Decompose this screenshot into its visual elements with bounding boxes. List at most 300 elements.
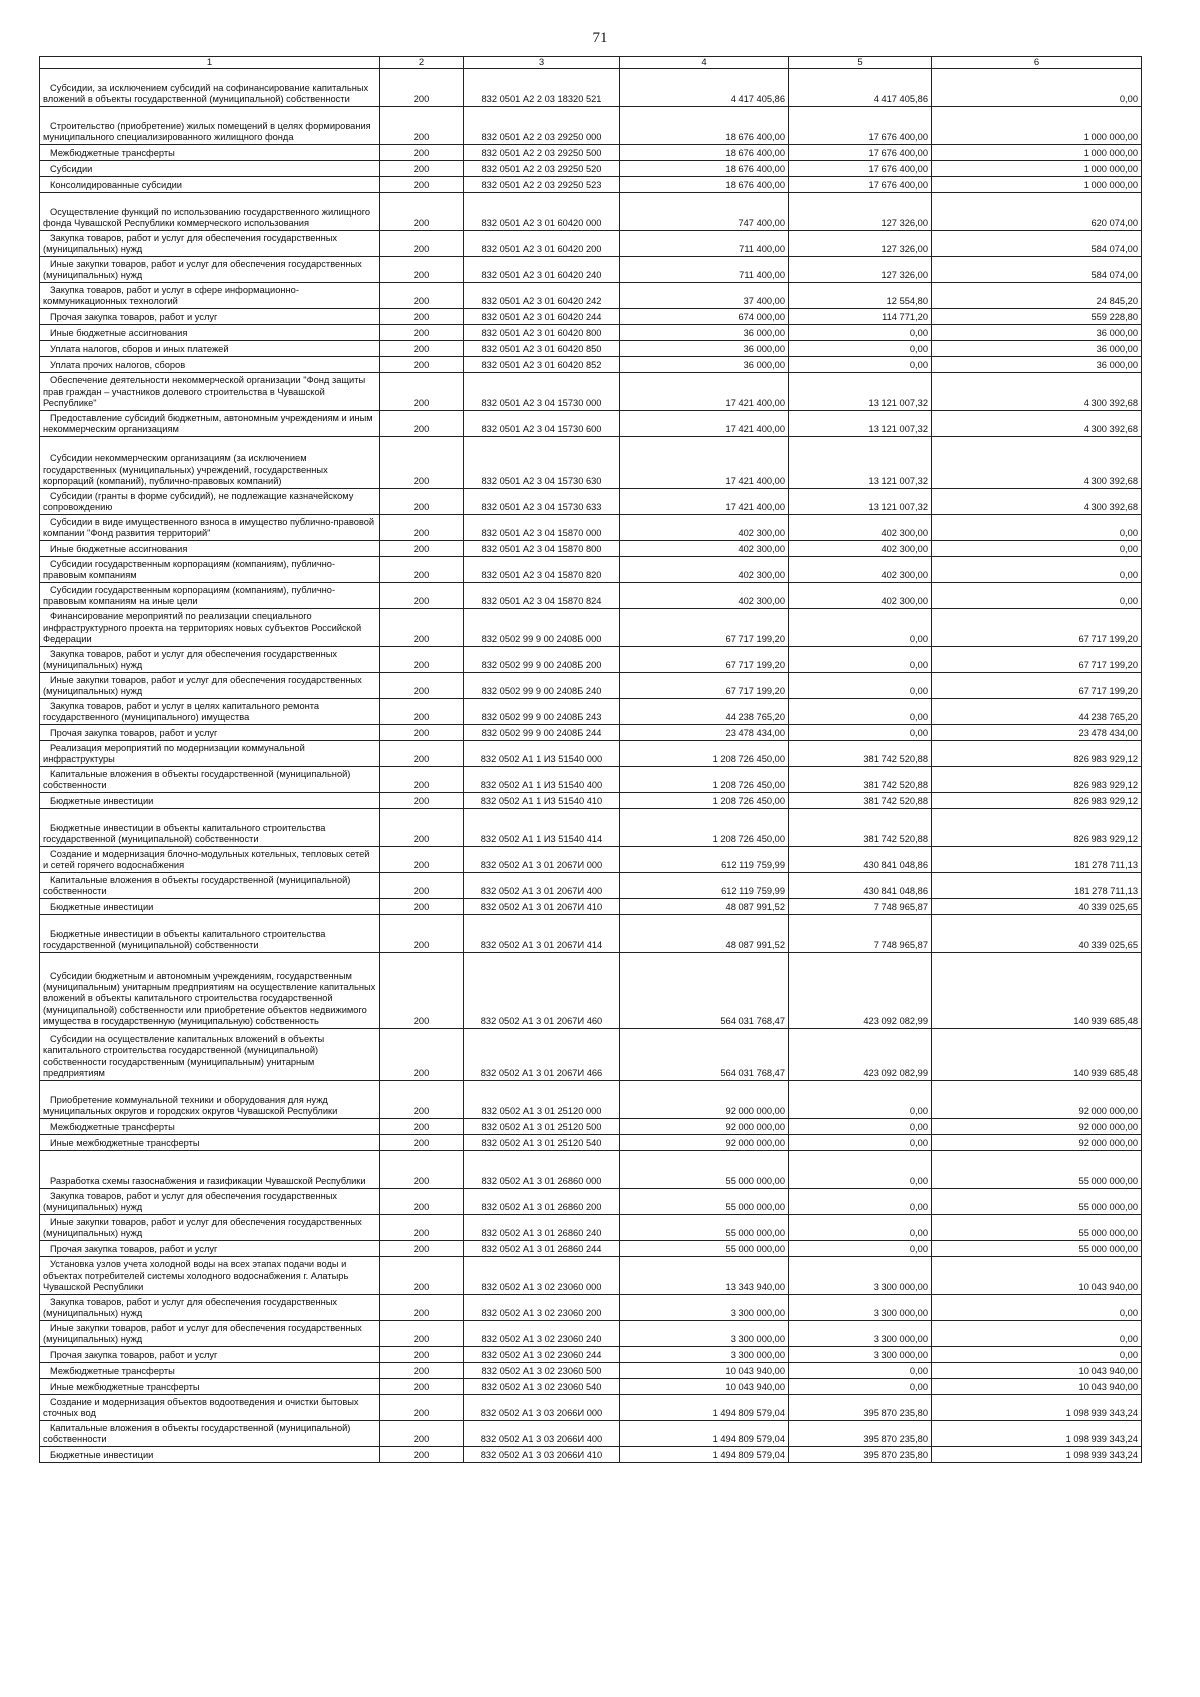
row-code: 200 <box>380 793 464 809</box>
row-planned-amount: 55 000 000,00 <box>620 1189 789 1215</box>
table-row <box>40 557 1142 583</box>
row-code: 200 <box>380 673 464 699</box>
row-planned-amount: 10 043 940,00 <box>620 1363 789 1379</box>
row-name: Предоставление субсидий бюджетным, автономным учреждениям и иным некоммерческим организациям <box>40 411 380 437</box>
row-name: Закупка товаров, работ и услуг в целях капитального ремонта государственного (муниципального) имущества <box>40 699 380 725</box>
table-row <box>40 309 1142 325</box>
row-code: 200 <box>380 257 464 283</box>
row-remaining-amount: 181 278 711,13 <box>932 847 1142 873</box>
row-name: Закупка товаров, работ и услуг для обеспечения государственных (муниципальных) нужд <box>40 1295 380 1321</box>
row-planned-amount: 711 400,00 <box>620 231 789 257</box>
row-code: 200 <box>380 1081 464 1119</box>
row-name: Бюджетные инвестиции <box>40 899 380 915</box>
row-executed-amount: 423 092 082,99 <box>789 1029 932 1081</box>
row-remaining-amount: 92 000 000,00 <box>932 1135 1142 1151</box>
row-code: 200 <box>380 809 464 847</box>
table-row <box>40 161 1142 177</box>
row-kbk: 832 0502 А1 3 01 26860 000 <box>464 1151 620 1189</box>
row-planned-amount: 564 031 768,47 <box>620 953 789 1029</box>
row-executed-amount: 3 300 000,00 <box>789 1321 932 1347</box>
table-row <box>40 373 1142 411</box>
row-kbk: 832 0502 А1 3 01 26860 240 <box>464 1215 620 1241</box>
table-row <box>40 725 1142 741</box>
row-kbk: 832 0501 А2 3 01 60420 200 <box>464 231 620 257</box>
row-remaining-amount: 4 300 392,68 <box>932 489 1142 515</box>
row-code: 200 <box>380 1189 464 1215</box>
row-planned-amount: 18 676 400,00 <box>620 107 789 145</box>
row-kbk: 832 0502 А1 3 01 2067И 460 <box>464 953 620 1029</box>
row-executed-amount: 7 748 965,87 <box>789 915 932 953</box>
row-name: Установка узлов учета холодной воды на всех этапах подачи воды и объектах потребителей системы холодного водоснабжения г. Алатырь Чувашской Республики <box>40 1257 380 1295</box>
row-remaining-amount: 0,00 <box>932 1321 1142 1347</box>
table-row <box>40 1119 1142 1135</box>
row-name: Иные закупки товаров, работ и услуг для обеспечения государственных (муниципальных) нужд <box>40 1321 380 1347</box>
row-kbk: 832 0502 А1 3 02 23060 540 <box>464 1379 620 1395</box>
row-executed-amount: 0,00 <box>789 1151 932 1189</box>
row-kbk: 832 0501 А2 2 03 29250 000 <box>464 107 620 145</box>
row-remaining-amount: 1 000 000,00 <box>932 145 1142 161</box>
row-name: Бюджетные инвестиции в объекты капитального строительства государственной (муниципальной) собственности <box>40 809 380 847</box>
row-executed-amount: 395 870 235,80 <box>789 1447 932 1463</box>
row-code: 200 <box>380 1257 464 1295</box>
row-planned-amount: 674 000,00 <box>620 309 789 325</box>
row-executed-amount: 0,00 <box>789 1189 932 1215</box>
table-row <box>40 1241 1142 1257</box>
row-executed-amount: 0,00 <box>789 673 932 699</box>
row-kbk: 832 0501 А2 3 04 15730 630 <box>464 437 620 489</box>
row-kbk: 832 0502 А1 3 01 26860 244 <box>464 1241 620 1257</box>
row-executed-amount: 127 326,00 <box>789 257 932 283</box>
row-name: Прочая закупка товаров, работ и услуг <box>40 1241 380 1257</box>
row-name: Бюджетные инвестиции <box>40 1447 380 1463</box>
row-remaining-amount: 1 098 939 343,24 <box>932 1421 1142 1447</box>
table-row <box>40 69 1142 107</box>
row-name: Уплата прочих налогов, сборов <box>40 357 380 373</box>
table-row <box>40 673 1142 699</box>
row-planned-amount: 612 119 759,99 <box>620 873 789 899</box>
row-name: Обеспечение деятельности некоммерческой организации "Фонд защиты прав граждан – участников долевого строительства в Чувашской Республике" <box>40 373 380 411</box>
row-remaining-amount: 826 983 929,12 <box>932 741 1142 767</box>
table-row <box>40 541 1142 557</box>
row-remaining-amount: 584 074,00 <box>932 257 1142 283</box>
row-name: Иные закупки товаров, работ и услуг для обеспечения государственных (муниципальных) нужд <box>40 257 380 283</box>
row-code: 200 <box>380 373 464 411</box>
row-executed-amount: 3 300 000,00 <box>789 1347 932 1363</box>
row-remaining-amount: 24 845,20 <box>932 283 1142 309</box>
row-kbk: 832 0502 А1 1 И3 51540 410 <box>464 793 620 809</box>
table-row <box>40 741 1142 767</box>
row-executed-amount: 395 870 235,80 <box>789 1395 932 1421</box>
row-remaining-amount: 1 000 000,00 <box>932 107 1142 145</box>
row-kbk: 832 0502 99 9 00 2408Б 000 <box>464 609 620 647</box>
row-kbk: 832 0502 А1 3 02 23060 240 <box>464 1321 620 1347</box>
row-name: Межбюджетные трансферты <box>40 1363 380 1379</box>
expenditure-table <box>39 56 1142 1463</box>
row-remaining-amount: 140 939 685,48 <box>932 1029 1142 1081</box>
table-row <box>40 767 1142 793</box>
table-row <box>40 847 1142 873</box>
row-planned-amount: 1 208 726 450,00 <box>620 741 789 767</box>
row-executed-amount: 430 841 048,86 <box>789 873 932 899</box>
row-kbk: 832 0502 А1 3 03 2066И 000 <box>464 1395 620 1421</box>
table-row <box>40 609 1142 647</box>
row-code: 200 <box>380 699 464 725</box>
row-name: Разработка схемы газоснабжения и газификации Чувашской Республики <box>40 1151 380 1189</box>
row-planned-amount: 564 031 768,47 <box>620 1029 789 1081</box>
row-name: Реализация мероприятий по модернизации коммунальной инфраструктуры <box>40 741 380 767</box>
row-executed-amount: 127 326,00 <box>789 193 932 231</box>
row-planned-amount: 1 208 726 450,00 <box>620 809 789 847</box>
row-kbk: 832 0502 А1 3 02 23060 244 <box>464 1347 620 1363</box>
row-kbk: 832 0501 А2 3 04 15870 820 <box>464 557 620 583</box>
row-name: Капитальные вложения в объекты государственной (муниципальной) собственности <box>40 1421 380 1447</box>
row-name: Осуществление функций по использованию государственного жилищного фонда Чувашской Республики коммерческого использования <box>40 193 380 231</box>
table-row <box>40 257 1142 283</box>
row-executed-amount: 381 742 520,88 <box>789 741 932 767</box>
row-name: Субсидии государственным корпорациям (компаниям), публично-правовым компаниям <box>40 557 380 583</box>
row-planned-amount: 17 421 400,00 <box>620 489 789 515</box>
row-name: Иные бюджетные ассигнования <box>40 325 380 341</box>
row-name: Субсидии на осуществление капитальных вложений в объекты капитального строительства государственной (муниципальной) собственности государственным (муниципальным) унитарным предприятиям <box>40 1029 380 1081</box>
row-remaining-amount: 44 238 765,20 <box>932 699 1142 725</box>
row-name: Субсидии государственным корпорациям (компаниям), публично-правовым компаниям на иные цели <box>40 583 380 609</box>
table-row <box>40 107 1142 145</box>
row-kbk: 832 0502 А1 1 И3 51540 000 <box>464 741 620 767</box>
row-name: Закупка товаров, работ и услуг для обеспечения государственных (муниципальных) нужд <box>40 1189 380 1215</box>
row-code: 200 <box>380 283 464 309</box>
row-kbk: 832 0502 99 9 00 2408Б 243 <box>464 699 620 725</box>
column-number: 1 <box>40 57 380 69</box>
row-remaining-amount: 92 000 000,00 <box>932 1081 1142 1119</box>
row-executed-amount: 402 300,00 <box>789 557 932 583</box>
row-code: 200 <box>380 437 464 489</box>
table-row <box>40 1189 1142 1215</box>
row-remaining-amount: 55 000 000,00 <box>932 1241 1142 1257</box>
table-row <box>40 357 1142 373</box>
row-executed-amount: 0,00 <box>789 1215 932 1241</box>
row-code: 200 <box>380 231 464 257</box>
table-row <box>40 231 1142 257</box>
row-remaining-amount: 10 043 940,00 <box>932 1379 1142 1395</box>
row-remaining-amount: 67 717 199,20 <box>932 647 1142 673</box>
row-executed-amount: 0,00 <box>789 647 932 673</box>
row-executed-amount: 0,00 <box>789 699 932 725</box>
row-kbk: 832 0502 А1 3 03 2066И 410 <box>464 1447 620 1463</box>
table-row <box>40 1447 1142 1463</box>
row-kbk: 832 0502 99 9 00 2408Б 200 <box>464 647 620 673</box>
row-executed-amount: 0,00 <box>789 1241 932 1257</box>
row-name: Межбюджетные трансферты <box>40 145 380 161</box>
row-name: Создание и модернизация объектов водоотведения и очистки бытовых сточных вод <box>40 1395 380 1421</box>
row-planned-amount: 612 119 759,99 <box>620 847 789 873</box>
row-code: 200 <box>380 107 464 145</box>
table-row <box>40 699 1142 725</box>
row-remaining-amount: 67 717 199,20 <box>932 609 1142 647</box>
row-planned-amount: 17 421 400,00 <box>620 411 789 437</box>
table-row <box>40 1321 1142 1347</box>
row-kbk: 832 0501 А2 3 04 15730 633 <box>464 489 620 515</box>
row-remaining-amount: 140 939 685,48 <box>932 953 1142 1029</box>
row-code: 200 <box>380 1321 464 1347</box>
row-kbk: 832 0501 А2 3 01 60420 852 <box>464 357 620 373</box>
column-number: 3 <box>464 57 620 69</box>
row-code: 200 <box>380 1241 464 1257</box>
row-code: 200 <box>380 489 464 515</box>
row-planned-amount: 4 417 405,86 <box>620 69 789 107</box>
table-row <box>40 325 1142 341</box>
row-remaining-amount: 67 717 199,20 <box>932 673 1142 699</box>
row-planned-amount: 18 676 400,00 <box>620 161 789 177</box>
row-name: Иные бюджетные ассигнования <box>40 541 380 557</box>
row-planned-amount: 92 000 000,00 <box>620 1081 789 1119</box>
row-code: 200 <box>380 541 464 557</box>
row-planned-amount: 48 087 991,52 <box>620 915 789 953</box>
row-planned-amount: 3 300 000,00 <box>620 1347 789 1363</box>
row-name: Прочая закупка товаров, работ и услуг <box>40 725 380 741</box>
row-planned-amount: 1 208 726 450,00 <box>620 793 789 809</box>
row-code: 200 <box>380 557 464 583</box>
row-kbk: 832 0501 А2 3 04 15870 000 <box>464 515 620 541</box>
row-remaining-amount: 40 339 025,65 <box>932 899 1142 915</box>
row-planned-amount: 1 494 809 579,04 <box>620 1447 789 1463</box>
row-planned-amount: 18 676 400,00 <box>620 177 789 193</box>
table-row <box>40 437 1142 489</box>
row-name: Закупка товаров, работ и услуг для обеспечения государственных (муниципальных) нужд <box>40 231 380 257</box>
row-executed-amount: 0,00 <box>789 1119 932 1135</box>
row-executed-amount: 17 676 400,00 <box>789 145 932 161</box>
row-planned-amount: 13 343 940,00 <box>620 1257 789 1295</box>
row-remaining-amount: 826 983 929,12 <box>932 809 1142 847</box>
row-name: Иные межбюджетные трансферты <box>40 1379 380 1395</box>
row-executed-amount: 0,00 <box>789 1363 932 1379</box>
row-code: 200 <box>380 1347 464 1363</box>
row-name: Субсидии (гранты в форме субсидий), не подлежащие казначейскому сопровождению <box>40 489 380 515</box>
row-name: Бюджетные инвестиции <box>40 793 380 809</box>
row-name: Межбюджетные трансферты <box>40 1119 380 1135</box>
row-code: 200 <box>380 1119 464 1135</box>
row-kbk: 832 0501 А2 3 04 15870 824 <box>464 583 620 609</box>
row-executed-amount: 3 300 000,00 <box>789 1257 932 1295</box>
row-kbk: 832 0501 А2 3 01 60420 800 <box>464 325 620 341</box>
row-kbk: 832 0501 А2 3 01 60420 000 <box>464 193 620 231</box>
row-name: Субсидии, за исключением субсидий на софинансирование капитальных вложений в объекты государственной (муниципальной) собственности <box>40 69 380 107</box>
row-remaining-amount: 1 098 939 343,24 <box>932 1395 1142 1421</box>
table-row <box>40 1395 1142 1421</box>
row-executed-amount: 4 417 405,86 <box>789 69 932 107</box>
row-remaining-amount: 40 339 025,65 <box>932 915 1142 953</box>
table-row <box>40 341 1142 357</box>
row-executed-amount: 402 300,00 <box>789 515 932 541</box>
row-executed-amount: 423 092 082,99 <box>789 953 932 1029</box>
row-executed-amount: 0,00 <box>789 1081 932 1119</box>
row-planned-amount: 92 000 000,00 <box>620 1135 789 1151</box>
row-name: Капитальные вложения в объекты государственной (муниципальной) собственности <box>40 767 380 793</box>
row-name: Субсидии <box>40 161 380 177</box>
row-kbk: 832 0502 А1 3 01 26860 200 <box>464 1189 620 1215</box>
table-row <box>40 193 1142 231</box>
column-number: 2 <box>380 57 464 69</box>
column-number: 5 <box>789 57 932 69</box>
row-remaining-amount: 0,00 <box>932 541 1142 557</box>
row-kbk: 832 0501 А2 3 01 60420 242 <box>464 283 620 309</box>
row-executed-amount: 13 121 007,32 <box>789 411 932 437</box>
row-kbk: 832 0502 А1 3 01 2067И 410 <box>464 899 620 915</box>
row-kbk: 832 0502 А1 3 01 25120 000 <box>464 1081 620 1119</box>
row-kbk: 832 0502 А1 3 01 2067И 466 <box>464 1029 620 1081</box>
row-name: Создание и модернизация блочно-модульных котельных, тепловых сетей и сетей горячего водоснабжения <box>40 847 380 873</box>
row-remaining-amount: 559 228,80 <box>932 309 1142 325</box>
row-remaining-amount: 0,00 <box>932 1295 1142 1321</box>
row-executed-amount: 3 300 000,00 <box>789 1295 932 1321</box>
row-code: 200 <box>380 847 464 873</box>
row-code: 200 <box>380 767 464 793</box>
table-row <box>40 1215 1142 1241</box>
table-row <box>40 1257 1142 1295</box>
row-code: 200 <box>380 145 464 161</box>
row-remaining-amount: 0,00 <box>932 557 1142 583</box>
row-planned-amount: 55 000 000,00 <box>620 1151 789 1189</box>
row-name: Субсидии некоммерческим организациям (за исключением государственных (муниципальных) учреждений, государственных корпораций (компаний), публично-правовых компаний) <box>40 437 380 489</box>
row-code: 200 <box>380 193 464 231</box>
row-planned-amount: 402 300,00 <box>620 541 789 557</box>
row-name: Иные межбюджетные трансферты <box>40 1135 380 1151</box>
row-kbk: 832 0502 99 9 00 2408Б 240 <box>464 673 620 699</box>
row-remaining-amount: 36 000,00 <box>932 357 1142 373</box>
row-code: 200 <box>380 357 464 373</box>
row-remaining-amount: 4 300 392,68 <box>932 373 1142 411</box>
row-kbk: 832 0501 А2 3 01 60420 240 <box>464 257 620 283</box>
row-planned-amount: 67 717 199,20 <box>620 609 789 647</box>
row-code: 200 <box>380 309 464 325</box>
row-planned-amount: 44 238 765,20 <box>620 699 789 725</box>
row-planned-amount: 10 043 940,00 <box>620 1379 789 1395</box>
row-remaining-amount: 10 043 940,00 <box>932 1363 1142 1379</box>
row-remaining-amount: 36 000,00 <box>932 325 1142 341</box>
row-code: 200 <box>380 1421 464 1447</box>
row-code: 200 <box>380 411 464 437</box>
row-executed-amount: 0,00 <box>789 341 932 357</box>
row-name: Уплата налогов, сборов и иных платежей <box>40 341 380 357</box>
row-kbk: 832 0502 А1 3 02 23060 200 <box>464 1295 620 1321</box>
row-planned-amount: 36 000,00 <box>620 341 789 357</box>
row-name: Закупка товаров, работ и услуг в сфере информационно-коммуникационных технологий <box>40 283 380 309</box>
row-name: Строительство (приобретение) жилых помещений в целях формирования муниципального специализированного жилищного фонда <box>40 107 380 145</box>
row-planned-amount: 36 000,00 <box>620 357 789 373</box>
row-code: 200 <box>380 1215 464 1241</box>
row-code: 200 <box>380 647 464 673</box>
row-remaining-amount: 620 074,00 <box>932 193 1142 231</box>
row-remaining-amount: 826 983 929,12 <box>932 767 1142 793</box>
row-planned-amount: 37 400,00 <box>620 283 789 309</box>
row-executed-amount: 13 121 007,32 <box>789 373 932 411</box>
row-executed-amount: 0,00 <box>789 357 932 373</box>
row-code: 200 <box>380 69 464 107</box>
table-row <box>40 793 1142 809</box>
row-planned-amount: 18 676 400,00 <box>620 145 789 161</box>
row-remaining-amount: 55 000 000,00 <box>932 1215 1142 1241</box>
row-kbk: 832 0501 А2 2 03 29250 500 <box>464 145 620 161</box>
row-kbk: 832 0502 99 9 00 2408Б 244 <box>464 725 620 741</box>
row-executed-amount: 0,00 <box>789 1135 932 1151</box>
row-planned-amount: 67 717 199,20 <box>620 673 789 699</box>
row-executed-amount: 0,00 <box>789 325 932 341</box>
row-executed-amount: 17 676 400,00 <box>789 161 932 177</box>
row-kbk: 832 0502 А1 1 И3 51540 400 <box>464 767 620 793</box>
row-planned-amount: 23 478 434,00 <box>620 725 789 741</box>
column-number-row <box>40 57 1142 69</box>
row-remaining-amount: 55 000 000,00 <box>932 1189 1142 1215</box>
row-planned-amount: 55 000 000,00 <box>620 1241 789 1257</box>
row-executed-amount: 127 326,00 <box>789 231 932 257</box>
row-planned-amount: 55 000 000,00 <box>620 1215 789 1241</box>
row-executed-amount: 381 742 520,88 <box>789 767 932 793</box>
row-executed-amount: 402 300,00 <box>789 541 932 557</box>
row-code: 200 <box>380 609 464 647</box>
row-kbk: 832 0501 А2 3 04 15730 000 <box>464 373 620 411</box>
row-name: Бюджетные инвестиции в объекты капитального строительства государственной (муниципальной) собственности <box>40 915 380 953</box>
row-name: Финансирование мероприятий по реализации специального инфраструктурного проекта на территориях новых субъектов Российской Федерации <box>40 609 380 647</box>
table-row <box>40 177 1142 193</box>
row-remaining-amount: 0,00 <box>932 583 1142 609</box>
table-row <box>40 915 1142 953</box>
row-planned-amount: 17 421 400,00 <box>620 373 789 411</box>
row-code: 200 <box>380 1379 464 1395</box>
row-code: 200 <box>380 325 464 341</box>
row-executed-amount: 114 771,20 <box>789 309 932 325</box>
row-code: 200 <box>380 1029 464 1081</box>
row-code: 200 <box>380 953 464 1029</box>
row-planned-amount: 402 300,00 <box>620 557 789 583</box>
page-number: 71 <box>592 30 608 46</box>
row-executed-amount: 13 121 007,32 <box>789 437 932 489</box>
row-executed-amount: 430 841 048,86 <box>789 847 932 873</box>
row-planned-amount: 67 717 199,20 <box>620 647 789 673</box>
table-row <box>40 489 1142 515</box>
row-executed-amount: 0,00 <box>789 725 932 741</box>
row-remaining-amount: 826 983 929,12 <box>932 793 1142 809</box>
table-row <box>40 1151 1142 1189</box>
table-row <box>40 1029 1142 1081</box>
table-row <box>40 583 1142 609</box>
row-name: Прочая закупка товаров, работ и услуг <box>40 1347 380 1363</box>
row-code: 200 <box>380 915 464 953</box>
table-row <box>40 515 1142 541</box>
table-body <box>40 57 1142 1463</box>
row-code: 200 <box>380 1447 464 1463</box>
row-planned-amount: 36 000,00 <box>620 325 789 341</box>
row-remaining-amount: 1 098 939 343,24 <box>932 1447 1142 1463</box>
row-name: Капитальные вложения в объекты государственной (муниципальной) собственности <box>40 873 380 899</box>
row-planned-amount: 711 400,00 <box>620 257 789 283</box>
row-name: Закупка товаров, работ и услуг для обеспечения государственных (муниципальных) нужд <box>40 647 380 673</box>
row-planned-amount: 17 421 400,00 <box>620 437 789 489</box>
row-kbk: 832 0502 А1 3 01 25120 500 <box>464 1119 620 1135</box>
row-remaining-amount: 10 043 940,00 <box>932 1257 1142 1295</box>
row-code: 200 <box>380 1395 464 1421</box>
table-row <box>40 1379 1142 1395</box>
table-row <box>40 899 1142 915</box>
table-row <box>40 1363 1142 1379</box>
row-name: Иные закупки товаров, работ и услуг для обеспечения государственных (муниципальных) нужд <box>40 673 380 699</box>
row-remaining-amount: 23 478 434,00 <box>932 725 1142 741</box>
row-executed-amount: 0,00 <box>789 1379 932 1395</box>
row-planned-amount: 402 300,00 <box>620 515 789 541</box>
row-code: 200 <box>380 515 464 541</box>
column-number: 6 <box>932 57 1142 69</box>
table-row <box>40 411 1142 437</box>
row-name: Консолидированные субсидии <box>40 177 380 193</box>
row-kbk: 832 0502 А1 3 02 23060 000 <box>464 1257 620 1295</box>
